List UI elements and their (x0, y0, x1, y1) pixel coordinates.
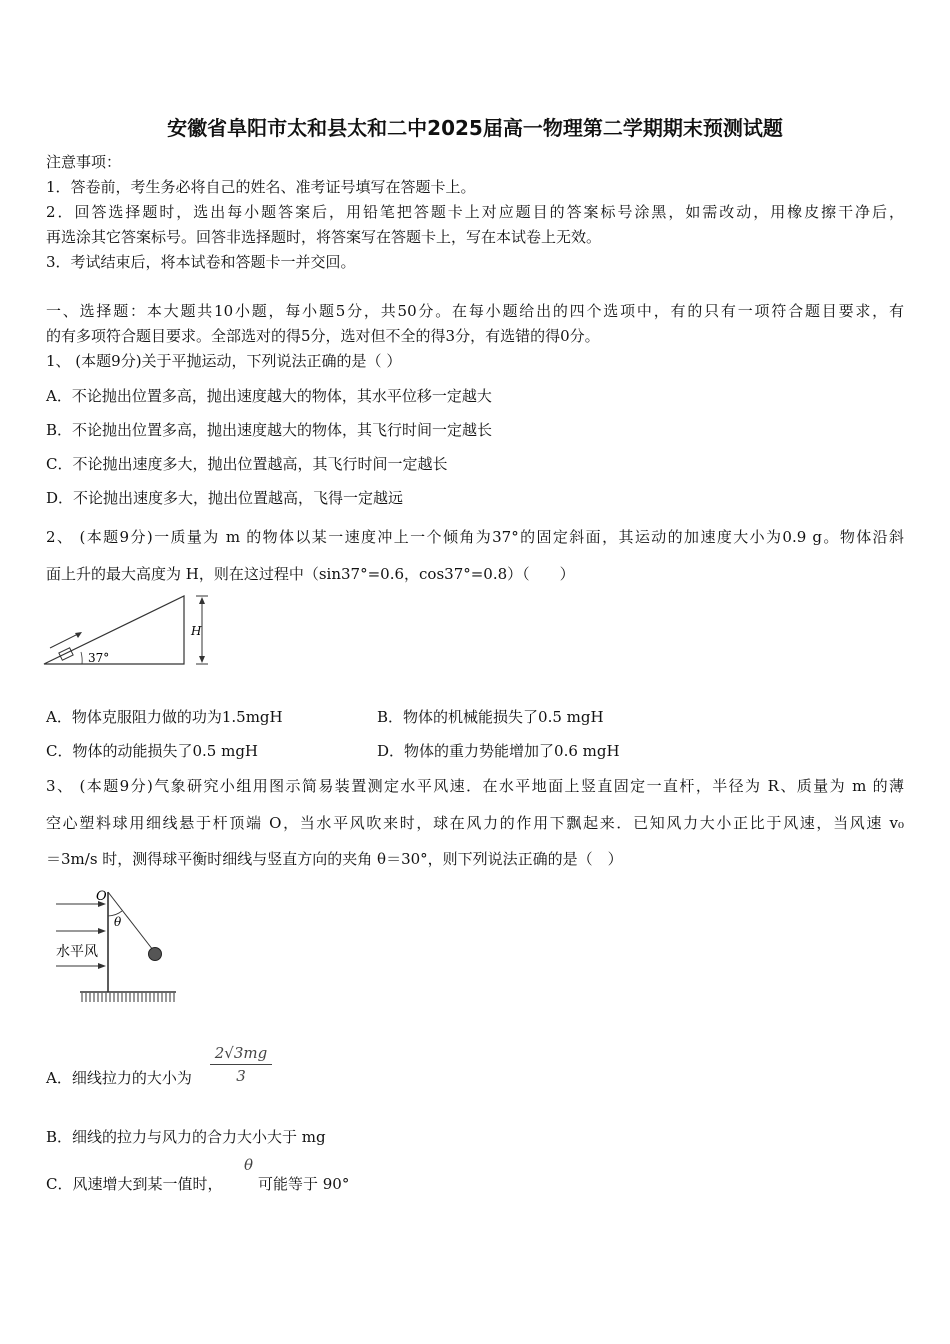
q3-option-a-fraction (210, 1044, 272, 1085)
wind-pendulum-figure (52, 886, 182, 1008)
section-heading-line1: 一、选择题：本大题共10小题，每小题5分，共50分。在每小题给出的四个选项中，有的只有一项符合题目要求，有 (46, 302, 904, 320)
notice-item-1: 1．答卷前，考生务必将自己的姓名、准考证号填写在答题卡上。 (46, 178, 476, 196)
q3-stem-line1: 3、 (本题9分)气象研究小组用图示简易装置测定水平风速．在水平地面上竖直固定一直杆，半径为 R、质量为 m 的薄 (46, 777, 904, 795)
q2-option-b: B．物体的机械能损失了0.5 mgH (377, 708, 604, 726)
q1-option-b: B．不论抛出位置多高，抛出速度越大的物体，其飞行时间一定越长 (46, 421, 493, 439)
section-heading-line2: 的有多项符合题目要求。全部选对的得5分，选对但不全的得3分，有选错的得0分。 (46, 327, 600, 345)
q3-stem-line3: ＝3m/s 时，测得球平衡时细线与竖直方向的夹角 θ＝30°，则下列说法正确的是（ ） (46, 850, 623, 868)
q1-stem: 1、 (本题9分)关于平抛运动，下列说法正确的是（ ） (46, 352, 402, 370)
q1-option-d: D．不论抛出速度多大，抛出位置越高，飞得一定越远 (46, 489, 404, 507)
q3-option-b: B．细线的拉力与风力的合力大小大于 mg (46, 1128, 326, 1146)
incline-figure (44, 592, 224, 672)
q3-stem-line2: 空心塑料球用细线悬于杆顶端 O，当水平风吹来时，球在风力的作用下飘起来．已知风力大小正比于风速，当风速 v₀ (46, 814, 904, 832)
fraction-denominator: 3 (236, 1067, 246, 1085)
wind-label: 水平风 (56, 944, 98, 960)
q3-option-a: A．细线拉力的大小为 (46, 1069, 192, 1087)
notice-item-2: 2．回答选择题时，选出每小题答案后，用铅笔把答题卡上对应题目的答案标号涂黑，如需改动，用橡皮擦干净后， (46, 203, 904, 221)
notice-item-2-cont: 再选涂其它答案标号。回答非选择题时，将答案写在答题卡上，写在本试卷上无效。 (46, 228, 602, 246)
incline-angle-label: 37° (88, 651, 110, 665)
q2-option-a: A．物体克服阻力做的功为1.5mgH (46, 708, 283, 726)
q2-stem-line1: 2、 (本题9分)一质量为 m 的物体以某一速度冲上一个倾角为37°的固定斜面，其运动的加速度大小为0.9 g。物体沿斜 (46, 528, 904, 546)
q2-stem-line2: 面上升的最大高度为 H，则在这过程中（sin37°=0.6，cos37°=0.8）（ ） (46, 565, 575, 583)
notice-heading: 注意事项： (46, 153, 122, 171)
q2-option-c: C．物体的动能损失了0.5 mgH (46, 742, 259, 760)
q2-option-d: D．物体的重力势能增加了0.6 mgH (377, 742, 620, 760)
q1-option-a: A．不论抛出位置多高，抛出速度越大的物体，其水平位移一定越大 (46, 387, 492, 405)
q1-option-c: C．不论抛出速度多大，抛出位置越高，其飞行时间一定越长 (46, 455, 448, 473)
pivot-o-label: O (96, 889, 107, 904)
fraction-numerator: 2√3mg (210, 1044, 272, 1065)
theta-label: θ (114, 915, 122, 929)
page-title: 安徽省阜阳市太和县太和二中2025届高一物理第二学期期末预测试题 (167, 116, 783, 140)
incline-height-label: H (191, 624, 202, 638)
q3-option-c-rest: 可能等于 90° (258, 1175, 350, 1193)
q3-option-c: C．风速增大到某一值时， (46, 1175, 223, 1193)
notice-item-3: 3．考试结束后，将本试卷和答题卡一并交回。 (46, 253, 356, 271)
q3-option-c-theta: θ (244, 1156, 254, 1174)
